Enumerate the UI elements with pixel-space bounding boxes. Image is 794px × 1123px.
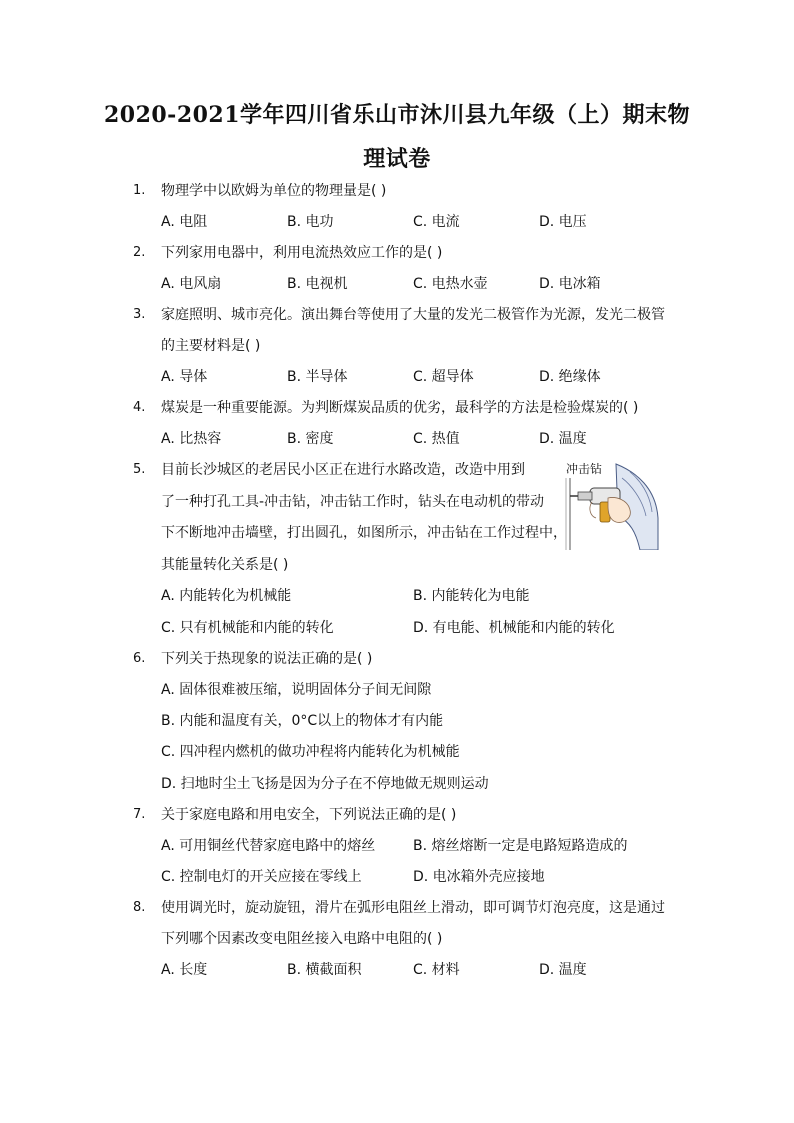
question-number: 6.: [133, 651, 146, 666]
option-d: D. 有电能、机械能和内能的转化: [413, 620, 615, 636]
question-stem-line-1: 使用调光时，旋动旋钮，滑片在弧形电阻丝上滑动，即可调节灯泡亮度，这是通过: [161, 900, 665, 916]
exam-title-line-2: 理试卷: [363, 146, 431, 172]
question-number: 8.: [133, 900, 146, 915]
question-stem: 物理学中以欧姆为单位的物理量是( ): [161, 183, 387, 199]
option-b: B. 熔丝熔断一定是电路短路造成的: [413, 838, 628, 854]
option-b: B. 电视机: [287, 276, 348, 292]
question-stem-line-1: 家庭照明、城市亮化。演出舞台等使用了大量的发光二极管作为光源，发光二极管: [161, 307, 665, 323]
option-a: A. 电风扇: [161, 276, 222, 292]
option-b: B. 内能和温度有关，0°C以上的物体才有内能: [161, 713, 444, 729]
figure-label: 冲击钻: [566, 462, 603, 476]
option-c: C. 只有机械能和内能的转化: [161, 620, 334, 636]
option-a: A. 电阻: [161, 214, 208, 230]
option-b: B. 电功: [287, 214, 334, 230]
question-stem-line-1: 目前长沙城区的老居民小区正在进行水路改造，改造中用到: [161, 462, 525, 478]
option-a: A. 长度: [161, 962, 208, 978]
option-b: B. 内能转化为电能: [413, 588, 530, 604]
question-stem-line-3: 下不断地冲击墙壁，打出圆孔，如图所示，冲击钻在工作过程中，: [161, 525, 567, 541]
option-d: D. 电压: [539, 214, 587, 230]
option-a: A. 可用铜丝代替家庭电路中的熔丝: [161, 838, 376, 854]
question-stem: 煤炭是一种重要能源。为判断煤炭品质的优劣，最科学的方法是检验煤炭的( ): [161, 400, 639, 416]
option-b: B. 密度: [287, 431, 334, 447]
option-d: D. 电冰箱外壳应接地: [413, 869, 545, 885]
option-b: B. 横截面积: [287, 962, 362, 978]
question-number: 2.: [133, 245, 146, 260]
question-stem-line-2: 了一种打孔工具-冲击钻，冲击钻工作时，钻头在电动机的带动: [161, 494, 545, 510]
question-number: 1.: [133, 183, 146, 198]
question-stem: 关于家庭电路和用电安全，下列说法正确的是( ): [161, 807, 457, 823]
question-stem-line-2: 下列哪个因素改变电阻丝接入电路中电阻的( ): [161, 931, 443, 947]
question-stem: 下列关于热现象的说法正确的是( ): [161, 651, 373, 667]
option-a: A. 导体: [161, 369, 208, 385]
option-c: C. 超导体: [413, 369, 474, 385]
question-stem: 下列家用电器中，利用电流热效应工作的是( ): [161, 245, 443, 261]
question-stem-line-4: 其能量转化关系是( ): [161, 557, 289, 573]
exam-title-line-1: 2020-2021学年四川省乐山市沐川县九年级（上）期末物: [103, 102, 691, 128]
option-d: D. 温度: [539, 962, 587, 978]
question-number: 3.: [133, 307, 146, 322]
option-d: D. 绝缘体: [539, 369, 601, 385]
question-number: 5.: [133, 462, 146, 477]
option-a: A. 内能转化为机械能: [161, 588, 292, 604]
option-c: C. 电流: [413, 214, 460, 230]
option-c: C. 电热水壶: [413, 276, 488, 292]
option-c: C. 热值: [413, 431, 460, 447]
option-a: A. 比热容: [161, 431, 222, 447]
question-number: 7.: [133, 807, 146, 822]
impact-drill-figure: [556, 458, 660, 550]
question-number: 4.: [133, 400, 146, 415]
option-a: A. 固体很难被压缩，说明固体分子间无间隙: [161, 682, 432, 698]
option-d: D. 电冰箱: [539, 276, 601, 292]
option-c: C. 材料: [413, 962, 460, 978]
question-stem-line-2: 的主要材料是( ): [161, 338, 261, 354]
option-d: D. 扫地时尘土飞扬是因为分子在不停地做无规则运动: [161, 776, 489, 792]
option-c: C. 控制电灯的开关应接在零线上: [161, 869, 362, 885]
option-c: C. 四冲程内燃机的做功冲程将内能转化为机械能: [161, 744, 460, 760]
option-d: D. 温度: [539, 431, 587, 447]
drill-chuck: [578, 492, 592, 500]
option-b: B. 半导体: [287, 369, 348, 385]
